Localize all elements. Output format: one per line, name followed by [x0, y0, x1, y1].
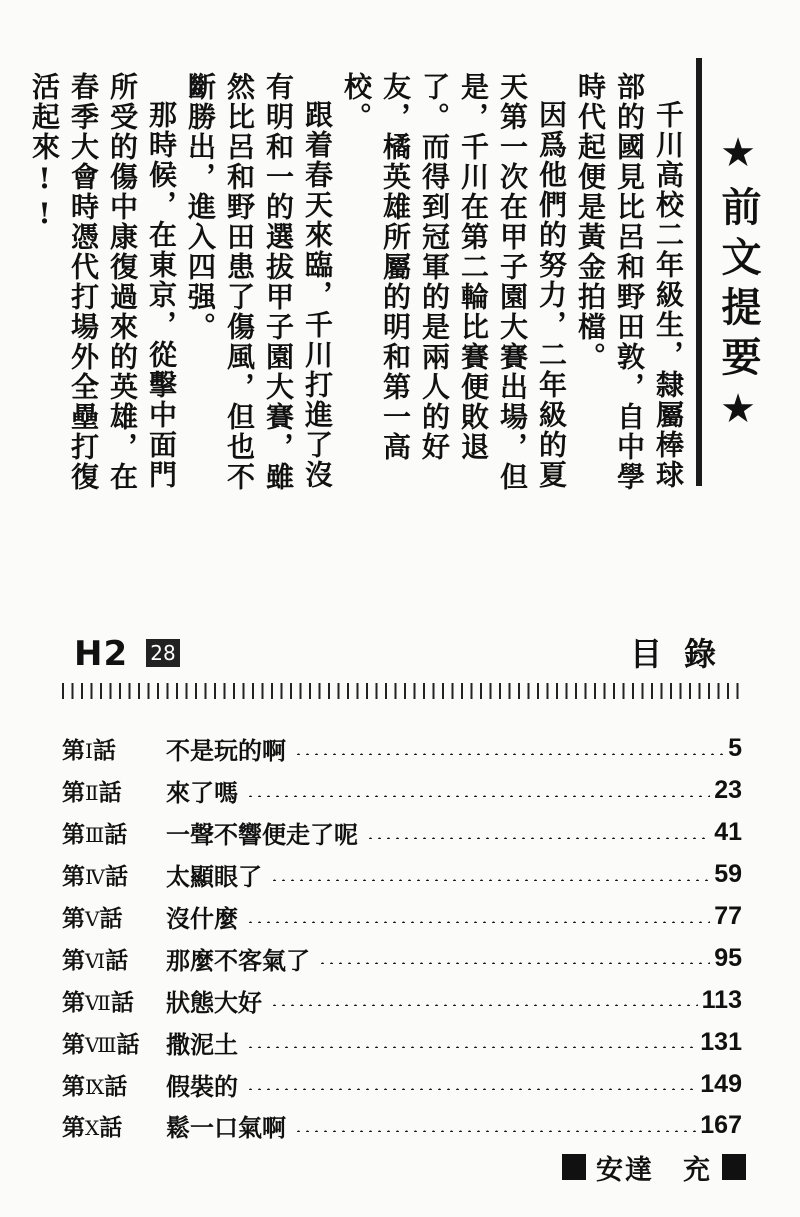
author-name: 安達 充	[596, 1154, 712, 1186]
toc-entry[interactable]	[62, 979, 742, 1021]
toc-entry[interactable]	[62, 1105, 742, 1147]
chapter-prefix: 第	[62, 738, 85, 765]
page-number: 77	[714, 902, 742, 930]
chapter-roman-numeral: Ⅵ	[85, 948, 106, 973]
chapter-title: 鬆一口氣啊	[166, 1114, 286, 1143]
chapter-title: 假裝的	[166, 1072, 238, 1101]
dot-leader	[366, 837, 710, 839]
synopsis-paragraph: 因爲他們的努力，二年級的夏天第一次在甲子園大賽出場，但是，千川在第二輪比賽便敗退了。而得到冠軍的是兩人的好友，橘英雄所屬的明和第一高校。	[340, 72, 568, 492]
toc-entry[interactable]	[62, 812, 742, 854]
chapter-roman-numeral: Ⅸ	[85, 1074, 105, 1099]
synopsis-paragraph: 跟着春天來臨，千川打進了沒有明和一的選拔甲子園大賽，雖然比呂和野田患了傷風，但也不斷勝出，進入四强。	[184, 72, 334, 492]
chapter-suffix: 話	[104, 822, 128, 849]
chapter-number	[62, 900, 166, 933]
chapter-roman-numeral: Ⅳ	[85, 865, 105, 890]
tick-divider	[62, 683, 740, 699]
chapter-suffix: 話	[98, 780, 122, 807]
chapter-prefix: 第	[62, 947, 85, 974]
dot-leader	[246, 1088, 696, 1090]
toc-header	[58, 634, 742, 674]
chapter-roman-numeral: Ⅱ	[85, 781, 99, 806]
chapter-title: 撒泥土	[166, 1030, 238, 1059]
chapter-title: 不是玩的啊	[166, 737, 286, 766]
page-number: 113	[701, 985, 742, 1014]
synopsis-body	[28, 72, 688, 502]
chapter-suffix: 話	[105, 947, 129, 974]
dot-leader	[294, 753, 724, 755]
chapter-title: 那麼不客氣了	[166, 946, 310, 975]
dot-leader	[294, 1130, 696, 1132]
chapter-suffix: 話	[104, 864, 128, 891]
page-number: 167	[700, 1111, 742, 1140]
toc-entry[interactable]	[62, 1063, 742, 1105]
black-square-icon	[722, 1154, 746, 1180]
toc-entry[interactable]	[62, 896, 742, 938]
toc-list	[62, 728, 742, 1147]
volume-badge: 28	[146, 639, 180, 667]
author-credit	[562, 1150, 746, 1184]
dot-leader	[246, 1046, 696, 1048]
chapter-number	[62, 1026, 166, 1059]
chapter-title: 來了嗎	[166, 779, 238, 808]
toc-entry[interactable]	[62, 937, 742, 979]
series-logo: H2	[74, 634, 129, 674]
page-number: 23	[714, 776, 742, 805]
chapter-number	[62, 774, 166, 807]
black-square-icon	[562, 1154, 586, 1180]
chapter-suffix: 話	[92, 738, 116, 765]
chapter-suffix: 話	[110, 989, 134, 1016]
chapter-title: 太顯眼了	[166, 863, 262, 892]
chapter-number	[62, 942, 166, 975]
chapter-title: 沒什麼	[166, 905, 238, 933]
dot-leader	[270, 1004, 698, 1006]
chapter-prefix: 第	[62, 822, 85, 849]
toc-title: 目錄	[629, 635, 738, 673]
chapter-suffix: 話	[99, 906, 123, 932]
synopsis-paragraph: 千川高校二年級生，隸屬棒球部的國見比呂和野田敦，自中學時代起便是黃金拍檔。	[574, 72, 685, 492]
toc-entry[interactable]	[62, 728, 742, 770]
chapter-prefix: 第	[62, 1115, 85, 1142]
chapter-number	[62, 1109, 166, 1142]
chapter-roman-numeral: Ⅰ	[85, 739, 93, 764]
dot-leader	[318, 962, 710, 964]
chapter-number	[62, 1068, 166, 1101]
chapter-number	[62, 732, 166, 765]
chapter-prefix: 第	[62, 989, 85, 1016]
chapter-roman-numeral: Ⅲ	[85, 823, 105, 848]
synopsis-paragraph: 那時候，在東京，從擊中面門所受的傷中康復過來的英雄，在春季大會時憑代打場外全壘打復活起來!!	[28, 72, 178, 492]
synopsis-divider	[696, 58, 702, 486]
chapter-suffix: 話	[116, 1031, 140, 1058]
synopsis-heading: ★前文提要★	[715, 130, 761, 442]
chapter-prefix: 第	[62, 780, 85, 807]
chapter-prefix: 第	[62, 864, 85, 891]
page-number: 59	[714, 860, 742, 889]
chapter-title: 狀態大好	[166, 988, 262, 1017]
chapter-prefix: 第	[62, 906, 85, 932]
chapter-title: 一聲不響便走了呢	[166, 821, 358, 850]
dot-leader	[246, 921, 710, 923]
chapter-number	[62, 858, 166, 891]
page-number: 149	[700, 1069, 742, 1098]
chapter-roman-numeral: Ⅷ	[85, 1032, 117, 1057]
toc-entry[interactable]	[62, 1021, 742, 1063]
page-number: 95	[714, 943, 742, 972]
chapter-suffix: 話	[104, 1073, 128, 1100]
page-number: 5	[728, 734, 742, 763]
toc-entry[interactable]	[62, 854, 742, 896]
toc-entry[interactable]	[62, 770, 742, 812]
chapter-number	[62, 984, 166, 1017]
chapter-prefix: 第	[62, 1073, 85, 1100]
dot-leader	[270, 879, 710, 881]
chapter-prefix: 第	[62, 1031, 85, 1058]
dot-leader	[246, 795, 710, 797]
chapter-number	[62, 816, 166, 849]
chapter-roman-numeral: Ⅶ	[85, 990, 111, 1015]
page-number: 131	[700, 1027, 742, 1056]
chapter-roman-numeral: Ⅹ	[85, 1116, 100, 1141]
page-number: 41	[714, 818, 742, 847]
chapter-roman-numeral: Ⅴ	[85, 907, 100, 931]
chapter-suffix: 話	[99, 1115, 123, 1142]
